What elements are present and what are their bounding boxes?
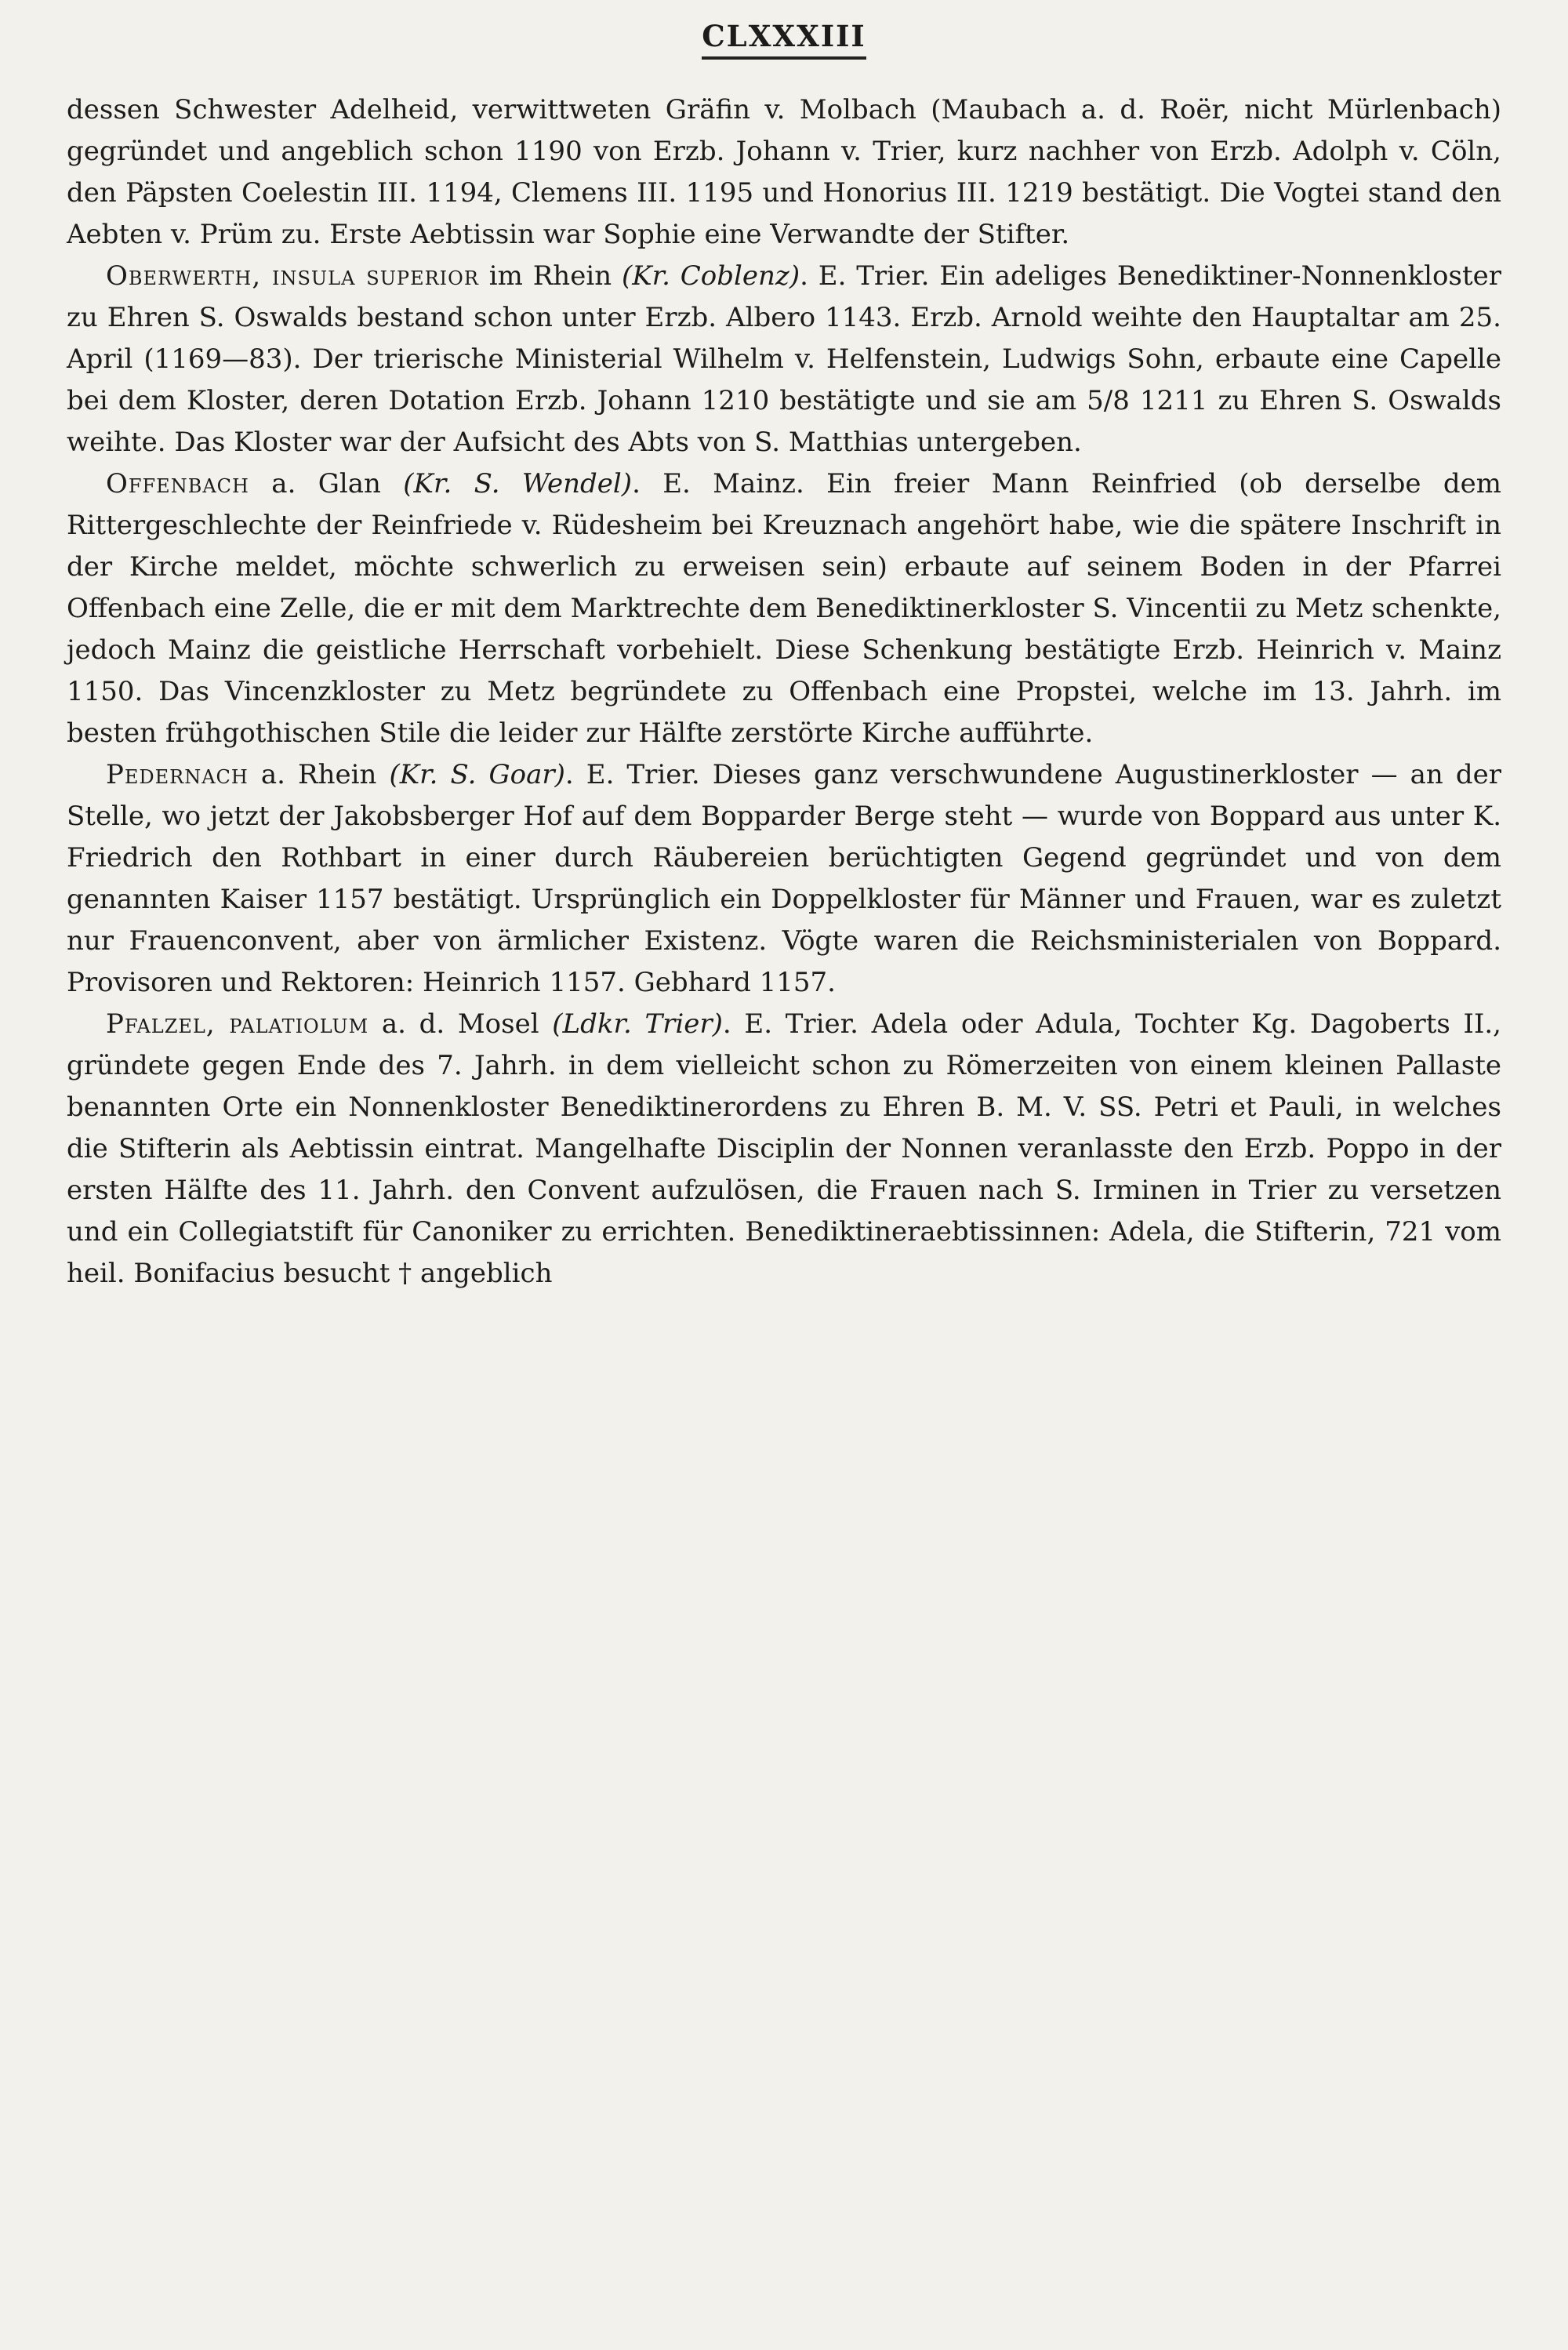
- paragraph-continuation: [67, 89, 1501, 256]
- page-header: [0, 0, 1568, 60]
- entry-name-segment: Pfalzel, palatiolum: [106, 1008, 369, 1040]
- district-segment: (Ldkr. Trier): [552, 1008, 723, 1040]
- text-segment: . E. Trier. Ein adeliges Benediktiner-Nonnenkloster zu Ehren S. Oswalds bestand schon unter Erzb. Albero 1143. Erzb. Arnold weihte den Hauptaltar am 25. April (1169—83). Der trierische Ministerial Wilhelm v. Helfenstein, Ludwigs Sohn, erbaute eine Capelle bei dem Kloster, deren Dotation Erzb. Johann 1210 bestätigte und sie am 5/8 1211 zu Ehren S. Oswalds weihte. Das Kloster war der Aufsicht des Abts von S. Matthias untergeben.: [67, 260, 1501, 458]
- district-segment: (Kr. Coblenz): [621, 260, 800, 292]
- paragraph-entry-pfalzel: [67, 1004, 1501, 1295]
- district-segment: (Kr. S. Goar): [389, 758, 565, 790]
- paragraph-entry-pedernach: [67, 754, 1501, 1004]
- text-segment: im Rhein: [478, 260, 622, 292]
- entry-name-segment: Pedernach: [106, 758, 249, 790]
- text-block: [67, 89, 1501, 1295]
- paragraph-entry-offenbach: [67, 463, 1501, 754]
- text-segment: a. Rhein: [248, 758, 390, 790]
- paragraph-entry-oberwerth: [67, 256, 1501, 463]
- text-segment: a. d. Mosel: [368, 1008, 553, 1040]
- page-number: CLXXXIII: [702, 20, 866, 60]
- text-segment: . E. Trier. Dieses ganz verschwundene Augustinerkloster — an der Stelle, wo jetzt der Jakobsberger Hof auf dem Bopparder Berge steht — wurde von Boppard aus unter K. Friedrich den Rothbart in einer durch Räubereien berüchtigten Gegend gegründet und von dem genannten Kaiser 1157 bestätigt. Ursprünglich ein Doppelkloster für Männer und Frauen, war es zuletzt nur Frauenconvent, aber von ärmlicher Existenz. Vögte waren die Reichsministerialen von Boppard. Provisoren und Rektoren: Heinrich 1157. Gebhard 1157.: [67, 758, 1502, 998]
- district-segment: (Kr. S. Wendel): [403, 467, 633, 499]
- text-segment: a. Glan: [249, 467, 404, 499]
- entry-name-segment: Oberwerth, insula superior: [106, 260, 479, 292]
- entry-name-segment: Offenbach: [106, 467, 249, 499]
- text-segment: . E. Mainz. Ein freier Mann Reinfried (ob derselbe dem Rittergeschlechte der Reinfriede v. Rüdesheim bei Kreuznach angehört habe, wie die spätere Inschrift in der Kirche meldet, möchte schwerlich zu erweisen sein) erbaute auf seinem Boden in der Pfarrei Offenbach eine Zelle, die er mit dem Marktrechte dem Benediktinerkloster S. Vincentii zu Metz schenkte, jedoch Mainz die geistliche Herrschaft vorbehielt. Diese Schenkung bestätigte Erzb. Heinrich v. Mainz 1150. Das Vincenzkloster zu Metz begründete zu Offenbach eine Propstei, welche im 13. Jahrh. im besten frühgothischen Stile die leider zur Hälfte zerstörte Kirche aufführte.: [67, 467, 1502, 749]
- text-segment: . E. Trier. Adela oder Adula, Tochter Kg. Dagoberts II., gründete gegen Ende des 7. Jahrh. in dem vielleicht schon zu Römerzeiten von einem kleinen Pallaste benannten Orte ein Nonnenkloster Benediktinerordens zu Ehren B. M. V. SS. Petri et Pauli, in welches die Stifterin als Aebtissin eintrat. Mangelhafte Disciplin der Nonnen veranlasste den Erzb. Poppo in der ersten Hälfte des 11. Jahrh. den Convent aufzulösen, die Frauen nach S. Irminen in Trier zu versetzen und ein Collegiatstift für Canoniker zu errichten. Benediktineraebtissinnen: Adela, die Stifterin, 721 vom heil. Bonifacius besucht † angeblich: [67, 1008, 1501, 1289]
- text-segment: dessen Schwester Adelheid, verwittweten Gräfin v. Molbach (Maubach a. d. Roër, nicht Mürlenbach) gegründet und angeblich schon 1190 von Erzb. Johann v. Trier, kurz nachher von Erzb. Adolph v. Cöln, den Päpsten Coelestin III. 1194, Clemens III. 1195 und Honorius III. 1219 bestätigt. Die Vogtei stand den Aebten v. Prüm zu. Erste Aebtissin war Sophie eine Verwandte der Stifter.: [67, 93, 1501, 250]
